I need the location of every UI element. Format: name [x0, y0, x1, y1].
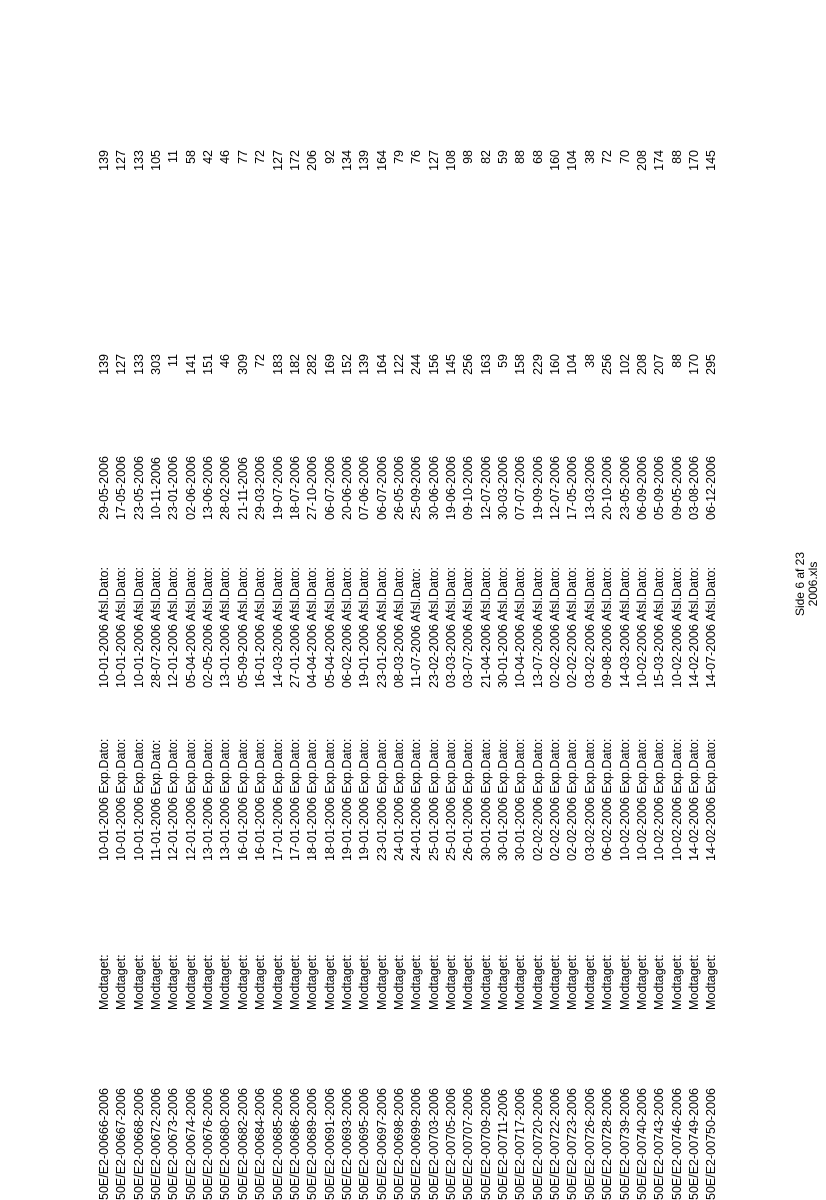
received-label: Modtaget: — [600, 954, 615, 1010]
exp-date-afsl-label: 19-01-2006 Afsl.Dato: — [357, 567, 372, 688]
received-date-exp-label: 13-01-2006 Exp.Dato: — [201, 738, 216, 861]
days-total: 303 — [149, 354, 164, 375]
received-date-exp-label: 18-01-2006 Exp.Dato: — [305, 738, 320, 861]
case-reference: 50E/E2-00705-2006 — [444, 1088, 458, 1200]
days-processing: 172 — [287, 150, 302, 171]
closed-date: 23-01-2006 — [166, 456, 181, 520]
received-label: Modtaget: — [114, 954, 129, 1010]
case-reference: 50E/E2-00749-2006 — [686, 1088, 701, 1200]
received-date-exp-label: 24-01-2006 Exp.Dato: — [391, 738, 406, 861]
exp-date-afsl-label: 13-07-2006 Afsl.Dato: — [530, 567, 545, 688]
days-total: 145 — [444, 354, 458, 375]
exp-date-afsl-label: 10-01-2006 Afsl.Dato: — [131, 567, 146, 688]
days-processing: 46 — [218, 150, 233, 164]
days-total: 151 — [201, 354, 216, 375]
case-reference: 50E/E2-00668-2006 — [131, 1088, 146, 1200]
received-label: Modtaget: — [461, 954, 476, 1010]
case-reference: 50E/E2-00697-2006 — [374, 1088, 389, 1200]
closed-date: 13-03-2006 — [582, 456, 597, 520]
received-date-exp-label: 10-01-2006 Exp.Dato: — [114, 738, 129, 861]
days-total: 88 — [669, 354, 684, 368]
days-total: 72 — [253, 354, 268, 368]
days-total: 169 — [322, 354, 337, 375]
exp-date-afsl-label: 30-01-2006 Afsl.Dato: — [496, 567, 511, 688]
case-reference: 50E/E2-00667-2006 — [114, 1088, 129, 1200]
exp-date-afsl-label: 13-01-2006 Afsl.Dato: — [218, 567, 233, 688]
case-reference: 50E/E2-00693-2006 — [339, 1088, 354, 1200]
received-date-exp-label: 10-02-2006 Exp.Dato: — [617, 738, 632, 861]
exp-date-afsl-label: 28-07-2006 Afsl.Dato: — [149, 567, 164, 688]
received-label: Modtaget: — [305, 954, 320, 1010]
exp-date-afsl-label: 10-04-2006 Afsl.Dato: — [513, 567, 528, 688]
days-processing: 38 — [582, 150, 597, 164]
closed-date: 30-06-2006 — [426, 456, 441, 520]
received-date-exp-label: 10-02-2006 Exp.Dato: — [634, 738, 649, 861]
case-reference: 50E/E2-00686-2006 — [287, 1088, 302, 1200]
received-date-exp-label: 03-02-2006 Exp.Dato: — [582, 738, 597, 861]
closed-date: 19-06-2006 — [444, 456, 458, 520]
received-date-exp-label: 10-02-2006 Exp.Dato: — [652, 738, 667, 861]
days-total: 170 — [686, 354, 701, 375]
received-label: Modtaget: — [582, 954, 597, 1010]
days-processing: 139 — [357, 150, 372, 171]
days-total: 46 — [218, 354, 233, 368]
page-title: 2006.xls — [806, 561, 820, 607]
days-total: 38 — [582, 354, 597, 368]
exp-date-afsl-label: 02-02-2006 Afsl.Dato: — [548, 567, 563, 688]
exp-date-afsl-label: 16-01-2006 Afsl.Dato: — [253, 567, 268, 688]
days-processing: 88 — [669, 150, 684, 164]
received-label: Modtaget: — [374, 954, 389, 1010]
closed-date: 25-09-2006 — [409, 456, 424, 520]
closed-date: 12-07-2006 — [548, 456, 563, 520]
days-total: 295 — [704, 354, 719, 375]
case-reference: 50E/E2-00746-2006 — [669, 1088, 684, 1200]
received-date-exp-label: 17-01-2006 Exp.Dato: — [287, 738, 302, 861]
days-processing: 127 — [270, 150, 285, 171]
received-label: Modtaget: — [478, 954, 493, 1010]
received-date-exp-label: 13-01-2006 Exp.Dato: — [218, 738, 233, 861]
exp-date-afsl-label: 14-03-2006 Afsl.Dato: — [617, 567, 632, 688]
exp-date-afsl-label: 12-01-2006 Afsl.Dato: — [166, 567, 181, 688]
received-label: Modtaget: — [322, 954, 337, 1010]
case-reference: 50E/E2-00703-2006 — [426, 1088, 441, 1200]
days-total: 309 — [235, 354, 250, 375]
received-date-exp-label: 16-01-2006 Exp.Dato: — [253, 738, 268, 861]
received-label: Modtaget: — [530, 954, 545, 1010]
received-date-exp-label: 24-01-2006 Exp.Dato: — [409, 738, 424, 861]
received-date-exp-label: 25-01-2006 Exp.Dato: — [426, 738, 441, 861]
exp-date-afsl-label: 05-09-2006 Afsl.Dato: — [235, 567, 250, 688]
closed-date: 23-05-2006 — [131, 456, 146, 520]
received-label: Modtaget: — [183, 954, 198, 1010]
case-reference: 50E/E2-00726-2006 — [582, 1088, 597, 1200]
received-label: Modtaget: — [270, 954, 285, 1010]
exp-date-afsl-label: 23-01-2006 Afsl.Dato: — [374, 567, 389, 688]
closed-date: 27-10-2006 — [305, 456, 320, 520]
exp-date-afsl-label: 10-01-2006 Afsl.Dato: — [114, 567, 129, 688]
received-label: Modtaget: — [131, 954, 146, 1010]
days-total: 208 — [634, 354, 649, 375]
exp-date-afsl-label: 10-02-2006 Afsl.Dato: — [669, 567, 684, 688]
received-label: Modtaget: — [617, 954, 632, 1010]
received-label: Modtaget: — [548, 954, 563, 1010]
received-label: Modtaget: — [634, 954, 649, 1010]
exp-date-afsl-label: 09-08-2006 Afsl.Dato: — [600, 567, 615, 688]
closed-date: 26-05-2006 — [391, 456, 406, 520]
closed-date: 13-06-2006 — [201, 456, 216, 520]
closed-date: 02-06-2006 — [183, 456, 198, 520]
received-label: Modtaget: — [686, 954, 701, 1010]
received-label: Modtaget: — [391, 954, 406, 1010]
closed-date: 07-07-2006 — [513, 456, 528, 520]
received-label: Modtaget: — [339, 954, 354, 1010]
received-date-exp-label: 10-02-2006 Exp.Dato: — [669, 738, 684, 861]
received-date-exp-label: 14-02-2006 Exp.Dato: — [704, 738, 719, 861]
exp-date-afsl-label: 04-04-2006 Afsl.Dato: — [305, 567, 320, 688]
case-reference: 50E/E2-00698-2006 — [391, 1088, 406, 1200]
case-reference: 50E/E2-00740-2006 — [634, 1088, 649, 1200]
days-processing: 104 — [565, 150, 580, 171]
days-total: 59 — [496, 354, 511, 368]
closed-date: 06-07-2006 — [374, 456, 389, 520]
days-total: 282 — [305, 354, 320, 375]
days-total: 133 — [131, 354, 146, 375]
exp-date-afsl-label: 21-04-2006 Afsl.Dato: — [478, 567, 493, 688]
days-total: 104 — [565, 354, 580, 375]
days-total: 183 — [270, 354, 285, 375]
days-processing: 42 — [201, 150, 216, 164]
received-date-exp-label: 12-01-2006 Exp.Dato: — [166, 738, 181, 861]
received-date-exp-label: 02-02-2006 Exp.Dato: — [565, 738, 580, 861]
days-processing: 105 — [149, 150, 164, 171]
received-label: Modtaget: — [513, 954, 528, 1010]
received-date-exp-label: 11-01-2006 Exp.Dato: — [149, 739, 164, 861]
days-processing: 134 — [339, 150, 354, 171]
closed-date: 28-02-2006 — [218, 456, 233, 520]
exp-date-afsl-label: 06-02-2006 Afsl.Dato: — [339, 567, 354, 688]
exp-date-afsl-label: 15-03-2006 Afsl.Dato: — [652, 567, 667, 688]
days-processing: 139 — [97, 150, 111, 171]
closed-date: 12-07-2006 — [478, 456, 493, 520]
closed-date: 29-05-2006 — [97, 456, 111, 520]
received-label: Modtaget: — [218, 954, 233, 1010]
received-date-exp-label: 30-01-2006 Exp.Dato: — [496, 738, 511, 861]
case-reference: 50E/E2-00722-2006 — [548, 1088, 563, 1200]
exp-date-afsl-label: 10-01-2006 Afsl.Dato: — [97, 567, 111, 688]
days-total: 229 — [530, 354, 545, 375]
exp-date-afsl-label: 02-05-2006 Afsl.Dato: — [201, 567, 216, 688]
exp-date-afsl-label: 14-03-2006 Afsl.Dato: — [270, 567, 285, 688]
days-processing: 72 — [600, 150, 615, 164]
days-processing: 174 — [652, 150, 667, 171]
days-total: 163 — [478, 354, 493, 375]
case-reference: 50E/E2-00720-2006 — [530, 1088, 545, 1200]
case-reference: 50E/E2-00707-2006 — [461, 1088, 476, 1200]
received-label: Modtaget: — [201, 954, 216, 1010]
received-label: Modtaget: — [496, 954, 511, 1010]
days-processing: 145 — [704, 150, 719, 171]
exp-date-afsl-label: 14-02-2006 Afsl.Dato: — [686, 567, 701, 688]
days-processing: 133 — [131, 150, 146, 171]
days-processing: 58 — [183, 150, 198, 164]
exp-date-afsl-label: 27-01-2006 Afsl.Dato: — [287, 567, 302, 688]
days-total: 244 — [409, 354, 424, 375]
days-processing: 170 — [686, 150, 701, 171]
received-date-exp-label: 30-01-2006 Exp.Dato: — [513, 738, 528, 861]
days-processing: 98 — [461, 150, 476, 164]
days-total: 102 — [617, 354, 632, 375]
closed-date: 06-07-2006 — [322, 456, 337, 520]
days-total: 256 — [600, 354, 615, 375]
exp-date-afsl-label: 05-04-2006 Afsl.Dato: — [322, 567, 337, 688]
days-processing: 59 — [496, 150, 511, 164]
received-label: Modtaget: — [409, 954, 424, 1010]
received-label: Modtaget: — [652, 954, 667, 1010]
case-reference: 50E/E2-00684-2006 — [253, 1088, 268, 1200]
received-label: Modtaget: — [704, 954, 719, 1010]
received-date-exp-label: 16-01-2006 Exp.Dato: — [235, 738, 250, 861]
closed-date: 03-08-2006 — [686, 456, 701, 520]
exp-date-afsl-label: 14-07-2006 Afsl.Dato: — [704, 567, 719, 688]
days-processing: 127 — [114, 150, 129, 171]
closed-date: 05-09-2006 — [652, 456, 667, 520]
closed-date: 06-09-2006 — [634, 456, 649, 520]
received-label: Modtaget: — [97, 954, 111, 1010]
case-reference: 50E/E2-00666-2006 — [97, 1088, 111, 1200]
days-total: 160 — [548, 354, 563, 375]
case-reference: 50E/E2-00750-2006 — [704, 1088, 719, 1200]
days-processing: 77 — [235, 150, 250, 164]
days-total: 11 — [166, 354, 181, 367]
days-total: 152 — [339, 354, 354, 375]
received-date-exp-label: 25-01-2006 Exp.Dato: — [444, 738, 458, 861]
days-total: 182 — [287, 354, 302, 375]
days-processing: 76 — [409, 150, 424, 164]
case-reference: 50E/E2-00728-2006 — [600, 1088, 615, 1200]
received-date-exp-label: 19-01-2006 Exp.Dato: — [339, 738, 354, 861]
closed-date: 17-05-2006 — [565, 456, 580, 520]
closed-date: 10-11-2006 — [149, 456, 164, 520]
received-date-exp-label: 02-02-2006 Exp.Dato: — [530, 738, 545, 861]
days-total: 141 — [183, 354, 198, 375]
received-label: Modtaget: — [149, 954, 164, 1010]
received-date-exp-label: 12-01-2006 Exp.Dato: — [183, 738, 198, 861]
case-reference: 50E/E2-00739-2006 — [617, 1088, 632, 1200]
case-reference: 50E/E2-00673-2006 — [166, 1088, 181, 1200]
received-label: Modtaget: — [565, 954, 580, 1010]
received-label: Modtaget: — [669, 954, 684, 1010]
received-date-exp-label: 14-02-2006 Exp.Dato: — [686, 738, 701, 861]
received-label: Modtaget: — [357, 954, 372, 1010]
days-processing: 208 — [634, 150, 649, 171]
case-table — [96, 150, 720, 1200]
case-reference: 50E/E2-00723-2006 — [565, 1088, 580, 1200]
days-total: 127 — [114, 354, 129, 375]
received-date-exp-label: 10-01-2006 Exp.Dato: — [131, 738, 146, 861]
days-processing: 82 — [478, 150, 493, 164]
case-reference: 50E/E2-00680-2006 — [218, 1088, 233, 1200]
days-processing: 92 — [322, 150, 337, 164]
days-total: 207 — [652, 354, 667, 375]
received-date-exp-label: 06-02-2006 Exp.Dato: — [600, 738, 615, 861]
days-processing: 68 — [530, 150, 545, 164]
closed-date: 07-06-2006 — [357, 456, 372, 520]
days-processing: 88 — [513, 150, 528, 164]
exp-date-afsl-label: 10-02-2006 Afsl.Dato: — [634, 567, 649, 688]
exp-date-afsl-label: 05-04-2006 Afsl.Dato: — [183, 567, 198, 688]
closed-date: 17-05-2006 — [114, 456, 129, 520]
case-reference: 50E/E2-00672-2006 — [149, 1088, 164, 1200]
case-reference: 50E/E2-00682-2006 — [235, 1088, 250, 1200]
days-processing: 108 — [444, 150, 458, 171]
closed-date: 29-03-2006 — [253, 456, 268, 520]
days-processing: 11 — [166, 150, 181, 163]
received-label: Modtaget: — [166, 954, 181, 1010]
page-number: Side 6 af 23 — [793, 551, 807, 617]
days-total: 256 — [461, 354, 476, 375]
days-total: 139 — [357, 354, 372, 375]
exp-date-afsl-label: 08-03-2006 Afsl.Dato: — [391, 567, 406, 688]
days-total: 158 — [513, 354, 528, 375]
received-date-exp-label: 30-01-2006 Exp.Dato: — [478, 738, 493, 861]
days-total: 164 — [374, 354, 389, 375]
case-reference: 50E/E2-00674-2006 — [183, 1088, 198, 1200]
exp-date-afsl-label: 02-02-2006 Afsl.Dato: — [565, 567, 580, 688]
received-date-exp-label: 23-01-2006 Exp.Dato: — [374, 738, 389, 861]
days-processing: 127 — [426, 150, 441, 171]
days-processing: 79 — [391, 150, 406, 164]
closed-date: 18-07-2006 — [287, 456, 302, 520]
closed-date: 21-11-2006 — [235, 456, 250, 520]
closed-date: 20-06-2006 — [339, 456, 354, 520]
closed-date: 20-10-2006 — [600, 456, 615, 520]
received-date-exp-label: 18-01-2006 Exp.Dato: — [322, 738, 337, 861]
case-reference: 50E/E2-00676-2006 — [201, 1088, 216, 1200]
days-total: 156 — [426, 354, 441, 375]
case-reference: 50E/E2-00711-2006 — [496, 1089, 511, 1200]
received-label: Modtaget: — [287, 954, 302, 1010]
days-processing: 164 — [374, 150, 389, 171]
closed-date: 19-07-2006 — [270, 456, 285, 520]
received-label: Modtaget: — [426, 954, 441, 1010]
received-date-exp-label: 10-01-2006 Exp.Dato: — [97, 738, 111, 861]
exp-date-afsl-label: 23-02-2006 Afsl.Dato: — [426, 567, 441, 688]
received-date-exp-label: 26-01-2006 Exp.Dato: — [461, 738, 476, 861]
exp-date-afsl-label: 03-02-2006 Afsl.Dato: — [582, 567, 597, 688]
case-reference: 50E/E2-00709-2006 — [478, 1088, 493, 1200]
closed-date: 09-05-2006 — [669, 456, 684, 520]
exp-date-afsl-label: 03-03-2006 Afsl.Dato: — [444, 567, 458, 688]
case-reference: 50E/E2-00743-2006 — [652, 1088, 667, 1200]
received-date-exp-label: 17-01-2006 Exp.Dato: — [270, 738, 285, 861]
case-reference: 50E/E2-00699-2006 — [409, 1088, 424, 1200]
exp-date-afsl-label: 03-07-2006 Afsl.Dato: — [461, 567, 476, 688]
closed-date: 30-03-2006 — [496, 456, 511, 520]
received-label: Modtaget: — [253, 954, 268, 1010]
days-processing: 160 — [548, 150, 563, 171]
case-reference: 50E/E2-00685-2006 — [270, 1088, 285, 1200]
case-reference: 50E/E2-00689-2006 — [305, 1088, 320, 1200]
received-date-exp-label: 02-02-2006 Exp.Dato: — [548, 738, 563, 861]
case-reference: 50E/E2-00695-2006 — [357, 1088, 372, 1200]
received-date-exp-label: 19-01-2006 Exp.Dato: — [357, 738, 372, 861]
days-processing: 72 — [253, 150, 268, 164]
received-label: Modtaget: — [235, 954, 250, 1010]
days-processing: 70 — [617, 150, 632, 164]
received-label: Modtaget: — [444, 954, 458, 1010]
case-reference: 50E/E2-00691-2006 — [322, 1088, 337, 1200]
closed-date: 19-09-2006 — [530, 456, 545, 520]
days-total: 139 — [97, 354, 111, 375]
closed-date: 09-10-2006 — [461, 456, 476, 520]
days-total: 122 — [391, 354, 406, 375]
closed-date: 23-05-2006 — [617, 456, 632, 520]
case-reference: 50E/E2-00717-2006 — [513, 1088, 528, 1200]
exp-date-afsl-label: 11-07-2006 Afsl.Dato: — [409, 568, 424, 688]
days-processing: 206 — [305, 150, 320, 171]
closed-date: 06-12-2006 — [704, 456, 719, 520]
